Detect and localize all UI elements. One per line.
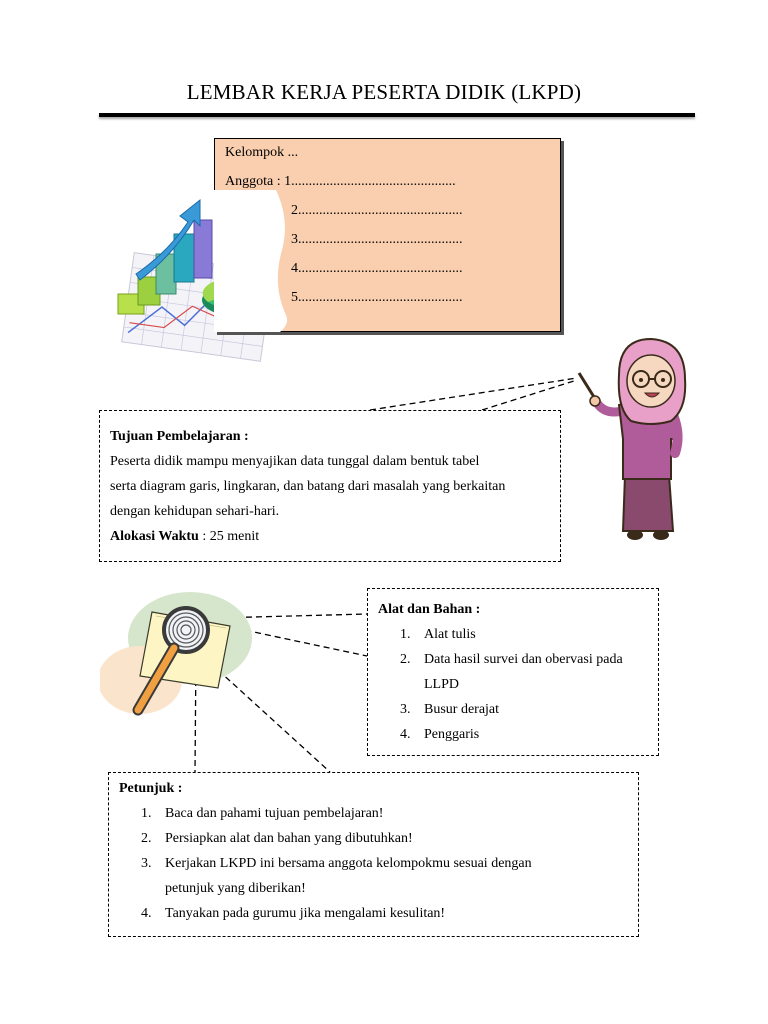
member-line: 4............................................... bbox=[291, 261, 463, 276]
magnifying-glass-icon bbox=[100, 584, 255, 724]
instructions-box bbox=[108, 772, 639, 937]
learning-objective-box bbox=[99, 410, 561, 562]
objective-line: Peserta didik mampu menyajikan data tunggal dalam bentuk tabel bbox=[110, 454, 480, 469]
tools-list bbox=[378, 622, 653, 747]
group-label: Kelompok ... bbox=[225, 145, 299, 160]
member-line: 2............................................... bbox=[291, 203, 463, 218]
list-item: 2. Data hasil survei dan obervasi pada bbox=[400, 652, 623, 667]
tools-heading: Alat dan Bahan : bbox=[378, 602, 481, 617]
objective-line: serta diagram garis, lingkaran, dan batang dari masalah yang berkaitan bbox=[110, 479, 506, 494]
members-label: Anggota : 1............................................... bbox=[225, 174, 456, 189]
objective-line: dengan kehidupan sehari-hari. bbox=[110, 504, 280, 519]
member-line: 3............................................... bbox=[291, 232, 463, 247]
time-label: Alokasi Waktu bbox=[110, 529, 199, 544]
list-item: 1. Alat tulis bbox=[400, 627, 476, 642]
time-value: : 25 menit bbox=[198, 529, 260, 544]
objective-heading: Tujuan Pembelajaran : bbox=[110, 429, 249, 444]
page-title: LEMBAR KERJA PESERTA DIDIK (LKPD) bbox=[186, 80, 582, 104]
instructions-heading: Petunjuk : bbox=[119, 781, 183, 796]
list-item: 3. Kerjakan LKPD ini bersama anggota kelompokmu sesuai dengan bbox=[141, 856, 532, 871]
list-item: LLPD bbox=[424, 677, 459, 692]
member-line: 5............................................... bbox=[291, 290, 463, 305]
list-item: 4. Tanyakan pada gurumu jika mengalami kesulitan! bbox=[141, 906, 446, 921]
instructions-list bbox=[119, 801, 634, 926]
list-item: 3. Busur derajat bbox=[400, 702, 500, 717]
list-item: 2. Persiapkan alat dan bahan yang dibutuhkan! bbox=[141, 831, 413, 846]
tools-materials-box bbox=[367, 588, 659, 756]
list-item: 1. Baca dan pahami tujuan pembelajaran! bbox=[141, 806, 384, 821]
list-item: 4. Penggaris bbox=[400, 727, 480, 742]
time-allocation bbox=[110, 524, 555, 549]
list-item: petunjuk yang diberikan! bbox=[165, 881, 306, 896]
